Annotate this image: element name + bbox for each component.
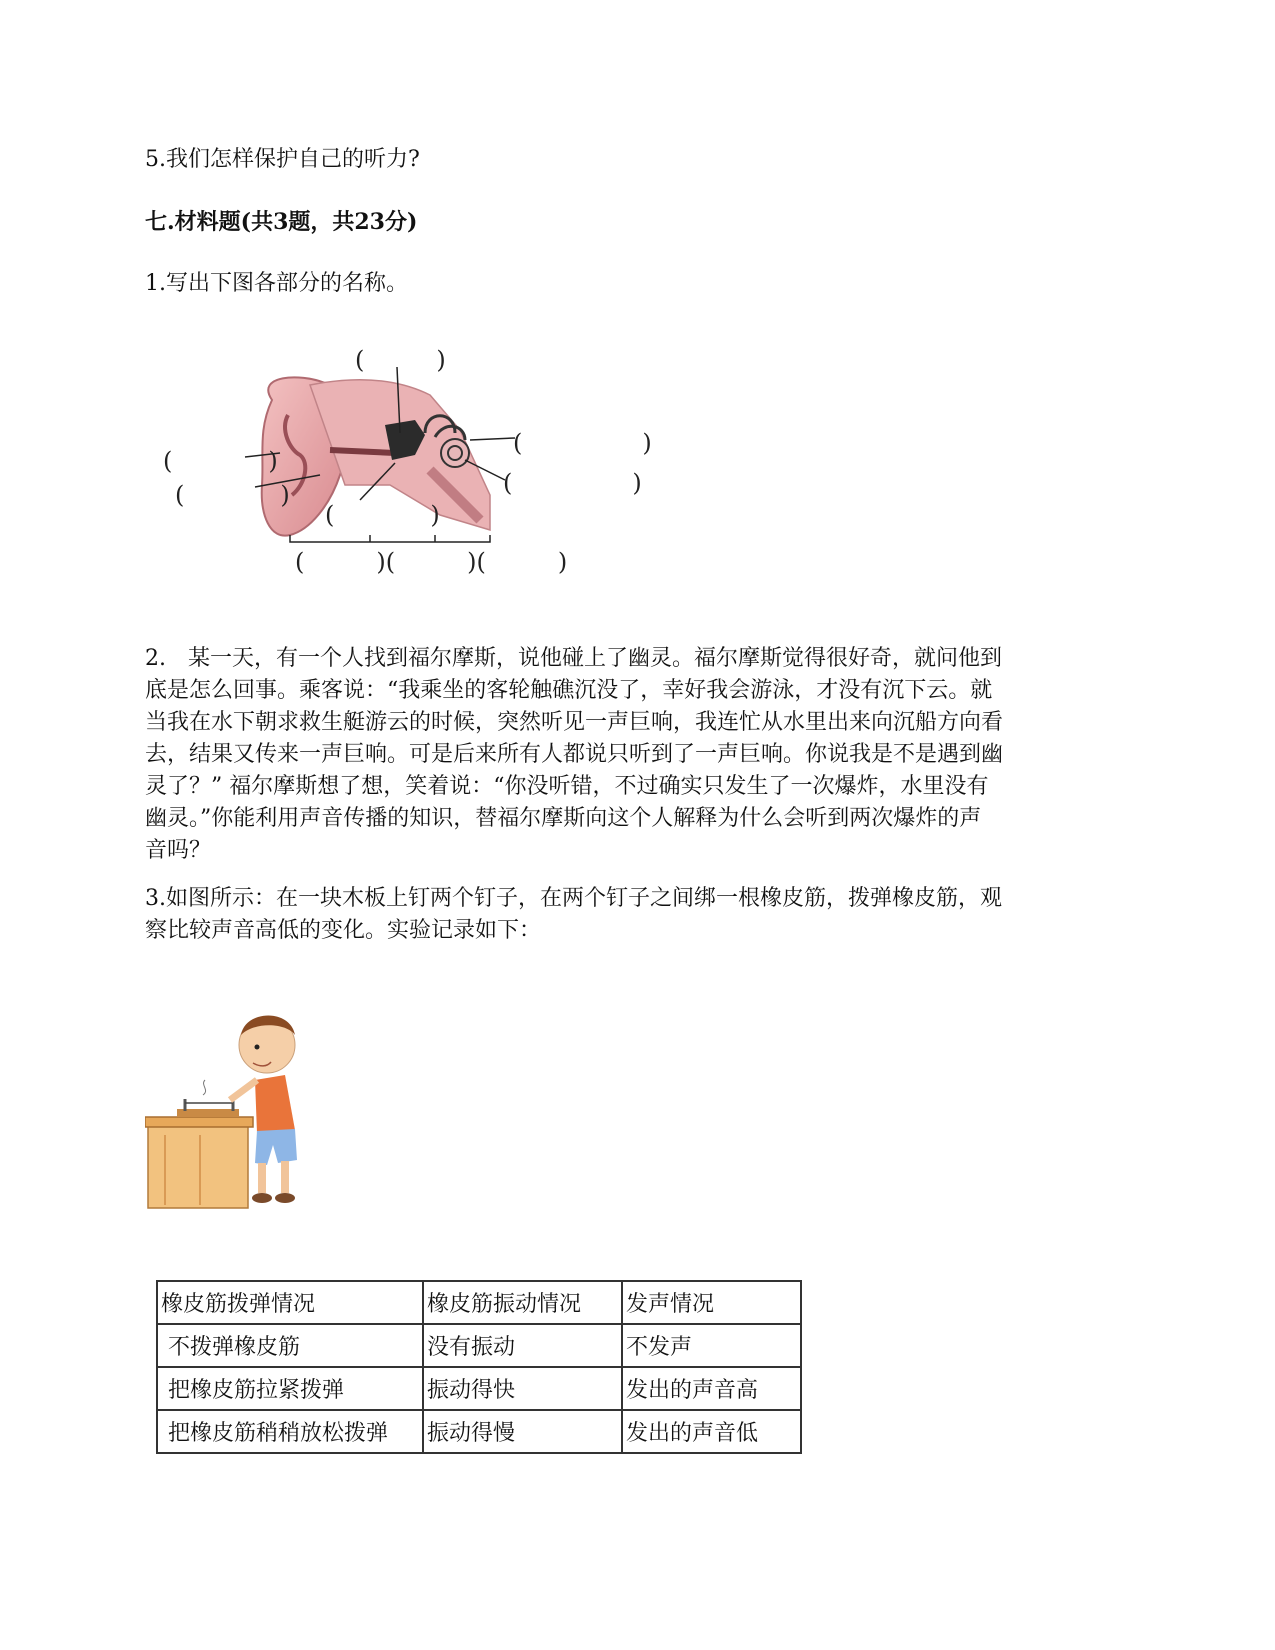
section-heading: 七.材料题(共3题，共23分) (145, 209, 418, 235)
question-1: 1.写出下图各部分的名称。 (145, 271, 408, 296)
question-2-line: 音吗？ (145, 838, 212, 863)
question-2-line: 2. 某一天，有一个人找到福尔摩斯，说他碰上了幽灵。福尔摩斯觉得很好奇，就问他到 (145, 646, 1002, 671)
question-2-line: 灵了？” 福尔摩斯想了想，笑着说：“你没听错，不过确实只发生了一次爆炸，水里没有 (145, 774, 989, 799)
table-row (157, 1324, 801, 1367)
ear-blank-left-2: ( ) (175, 481, 290, 509)
table-cell: 发出的声音高 (622, 1367, 801, 1410)
question-3 (145, 883, 1002, 947)
question-3-line: 察比较声音高低的变化。实验记录如下： (145, 918, 542, 943)
question-2-line: 当我在水下朝求救生艇游云的时候，突然听见一声巨响，我连忙从水里出来向沉船方向看 (145, 710, 1004, 735)
ear-blank-top: ( ) (355, 346, 446, 374)
ear-blank-middle: ( ) (325, 501, 440, 529)
table-cell: 不发声 (622, 1324, 801, 1367)
table-cell: 振动得快 (423, 1367, 622, 1410)
ear-blank-left-1: ( ) (163, 447, 278, 475)
question-2-line: 底是怎么回事。乘客说：“我乘坐的客轮触礁沉没了，幸好我会游泳，才没有沉下云。就 (145, 678, 993, 703)
question-2-line: 幽灵。”你能利用声音传播的知识，替福尔摩斯向这个人解释为什么会听到两次爆炸的声 (145, 806, 982, 831)
table-cell: 发出的声音低 (622, 1410, 801, 1453)
experiment-record-table (156, 1280, 802, 1454)
table-cell: 没有振动 (423, 1324, 622, 1367)
table-cell: 不拨弹橡皮筋 (157, 1324, 423, 1367)
table-header-cell: 橡皮筋拨弹情况 (157, 1281, 423, 1324)
table-header-row (157, 1281, 801, 1324)
table-header-cell: 发声情况 (622, 1281, 801, 1324)
table-row (157, 1410, 801, 1453)
question-5: 5.我们怎样保护自己的听力? (145, 147, 420, 172)
table-cell: 把橡皮筋稍稍放松拨弹 (157, 1410, 423, 1453)
question-2-line: 去，结果又传来一声巨响。可是后来所有人都说只听到了一声巨响。你说我是不是遇到幽 (145, 742, 1004, 767)
table-cell: 振动得慢 (423, 1410, 622, 1453)
question-3-line: 3.如图所示：在一块木板上钉两个钉子，在两个钉子之间绑一根橡皮筋，拨弹橡皮筋，观 (145, 886, 1002, 911)
ear-diagram (160, 335, 652, 585)
boy-plucking-rubber-band-illustration (145, 1005, 300, 1210)
ear-blank-bottom: ( )( )( ) (295, 548, 568, 576)
ear-blank-right-2: ( ) (503, 469, 642, 497)
table-header-cell: 橡皮筋振动情况 (423, 1281, 622, 1324)
table-cell: 把橡皮筋拉紧拨弹 (157, 1367, 423, 1410)
ear-blank-right-1: ( ) (513, 429, 652, 457)
question-2 (145, 643, 1003, 867)
table-row (157, 1367, 801, 1410)
